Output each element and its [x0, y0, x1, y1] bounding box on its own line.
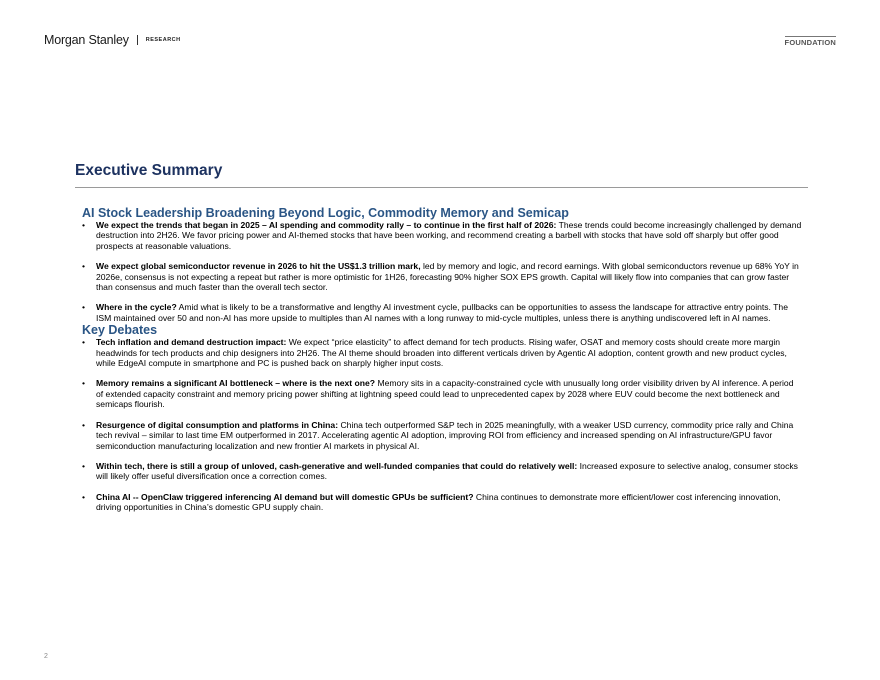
logo-text: Morgan Stanley — [44, 33, 129, 47]
bullet-bold: Resurgence of digital consumption and platforms in China: — [96, 419, 339, 430]
bullet-text: Increased exposure to selective analog, consumer stocks will likely offer useful diversification once a correction comes. — [96, 460, 798, 482]
bullet-bold: China AI -- OpenClaw triggered inferencing AI demand but will domestic GPUs be sufficient? — [96, 491, 474, 502]
bullet-text: Memory sits in a capacity-constrained cycle with unusually long order visibility driven by AI inference. A period of extended capacity constraint and memory pricing power shifting at lightning speed could lead to unprecedented capex by 2028 where EUV could become the next bottleneck and semicaps flourish. — [96, 378, 794, 410]
section-heading-key-debates: Key Debates — [82, 323, 158, 338]
bullet-text: Amid what is likely to be a transformative and lengthy AI investment cycle, pullbacks can be opportunities to assess the landscape for attractive entry points. The ISM maintained over 50 and non-AI has more upside to multiples than AI names with a long runway to mid-cycle multiples, unless there is anything undiscovered left in AI names. — [96, 302, 788, 323]
foundation-tag: FOUNDATION — [784, 38, 836, 47]
bullet-item — [82, 220, 802, 251]
bullet-text: China tech outperformed S&P tech in 2025 meaningfully, with a weaker USD currency, commodity price rally and China tech revival – similar to last time EM outperformed in 2017. Accelerating agentic AI adoption, improving ROI from efficiency and increased spending on AI infrastructure/GPU favor semiconduction manufacturing localization and new frontier AI markets in physical AI. — [96, 419, 794, 451]
bullet-text: These trends could become increasingly challenged by demand destruction into 2H26. We favor pricing power and AI-themed stocks that have been working, and recommend creating a barbell with stocks that have sold off sharply but offer good prospects at reasonable valuations. — [96, 220, 802, 251]
bullet-item — [82, 492, 802, 513]
page-number: 2 — [44, 653, 48, 660]
main-content — [82, 206, 802, 523]
bullet-bold: Within tech, there is still a group of unloved, cash-generative and well-funded companies that could do relatively well: — [96, 460, 578, 471]
page-title: Executive Summary — [75, 162, 223, 179]
bullet-item — [82, 302, 802, 323]
bullet-bold: Tech inflation and demand destruction impact: — [96, 337, 287, 348]
logo-divider — [137, 35, 138, 45]
bullet-bold: We expect the trends that began in 2025 – AI spending and commodity rally – to continue in the first half of 2026: — [96, 220, 557, 230]
bullet-bold: We expect global semiconductor revenue in 2026 to hit the US$1.3 trillion mark, — [96, 261, 421, 272]
header-logo — [44, 33, 181, 47]
bullet-bold: Where in the cycle? — [96, 302, 177, 313]
bullet-item — [82, 420, 802, 451]
bullet-item — [82, 378, 802, 409]
bullet-bold: Memory remains a significant AI bottleneck – where is the next one? — [96, 378, 376, 389]
bullet-text: China continues to demonstrate more efficient/lower cost inferencing innovation, driving opportunities in China’s domestic GPU supply chain. — [96, 491, 781, 513]
bullet-text: led by memory and logic, and record earnings. With global semiconductors revenue up 68% YoY in 2026e, consensus is not expecting a repeat but rather is more optimistic for 1H26, forecasting 90% higher SOX EPS growth. Capital will likely flow into companies that can grow faster than consensus and much faster than the overall tech sector. — [96, 261, 799, 293]
bullet-text: We expect “price elasticity” to affect demand for tech products. Rising wafer, OSAT and memory costs should create more margin headwinds for tech products and chip designers into 2H26. The AI theme should broaden into different verticals driven by Agentic AI adoption, content growth and new product cycles, while EdgeAI compute in smartphone and PC is pushed back on sharply higher input costs. — [96, 337, 787, 369]
section1-bullet-list — [82, 220, 802, 323]
section-heading-ai-leadership: AI Stock Leadership Broadening Beyond Logic, Commodity Memory and Semicap — [82, 206, 569, 220]
bullet-item — [82, 461, 802, 482]
bullet-item — [82, 337, 802, 368]
title-divider — [75, 187, 808, 188]
section2-bullet-list — [82, 337, 802, 512]
bullet-item — [82, 261, 802, 292]
logo-subtitle: RESEARCH — [145, 37, 181, 43]
